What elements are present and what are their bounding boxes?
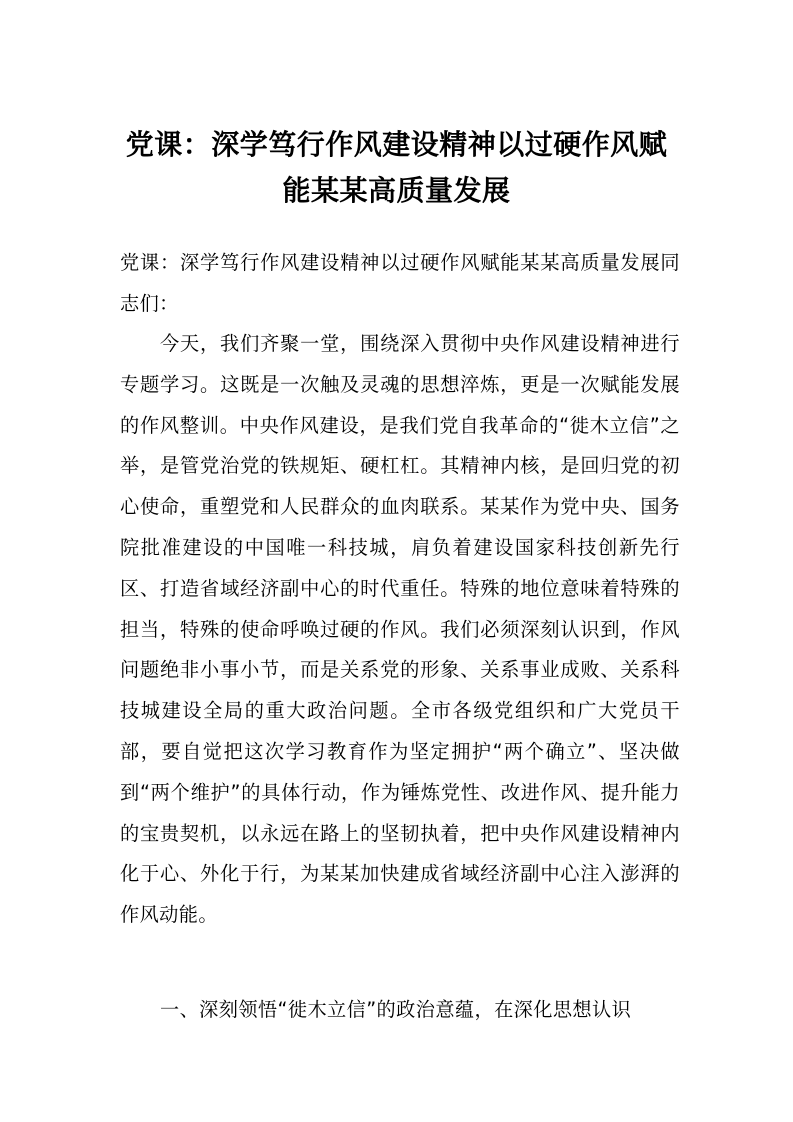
body-paragraph: 今天，我们齐聚一堂，围绕深入贯彻中央作风建设精神进行专题学习。这既是一次触及灵魂的思想淬炼，更是一次赋能发展的作风整训。中央作风建设，是我们党自我革命的“徙木立信”之举，是管党治党的铁规矩、硬杠杠。其精神内核，是回归党的初心使命，重塑党和人民群众的血肉联系。某某作为党中央、国务院批准建设的中国唯一科技城，肩负着建设国家科技创新先行区、打造省域经济副中心的时代重任。特殊的地位意味着特殊的担当，特殊的使命呼唤过硬的作风。我们必须深刻认识到，作风问题绝非小事小节，而是关系党的形象、关系事业成败、关系科技城建设全局的重大政治问题。全市各级党组织和广大党员干部，要自觉把这次学习教育作为坚定拥护“两个确立”、坚决做到“两个维护”的具体行动，作为锤炼党性、改进作风、提升能力的宝贵契机，以永远在路上的坚韧执着，把中央作风建设精神内化于心、外化于行，为某某加快建成省域经济副中心注入澎湃的作风动能。 [120, 332, 680, 927]
document-title-line-1: 党课：深学笃行作风建设精神以过硬作风赋 [125, 128, 668, 161]
intro-paragraph: 党课：深学笃行作风建设精神以过硬作风赋能某某高质量发展同志们： [120, 251, 680, 315]
document-title-line-2: 能某某高质量发展 [282, 174, 511, 207]
section-heading-paragraph: 一、深刻领悟“徙木立信”的政治意蕴，在深化思想认识 [160, 998, 632, 1021]
